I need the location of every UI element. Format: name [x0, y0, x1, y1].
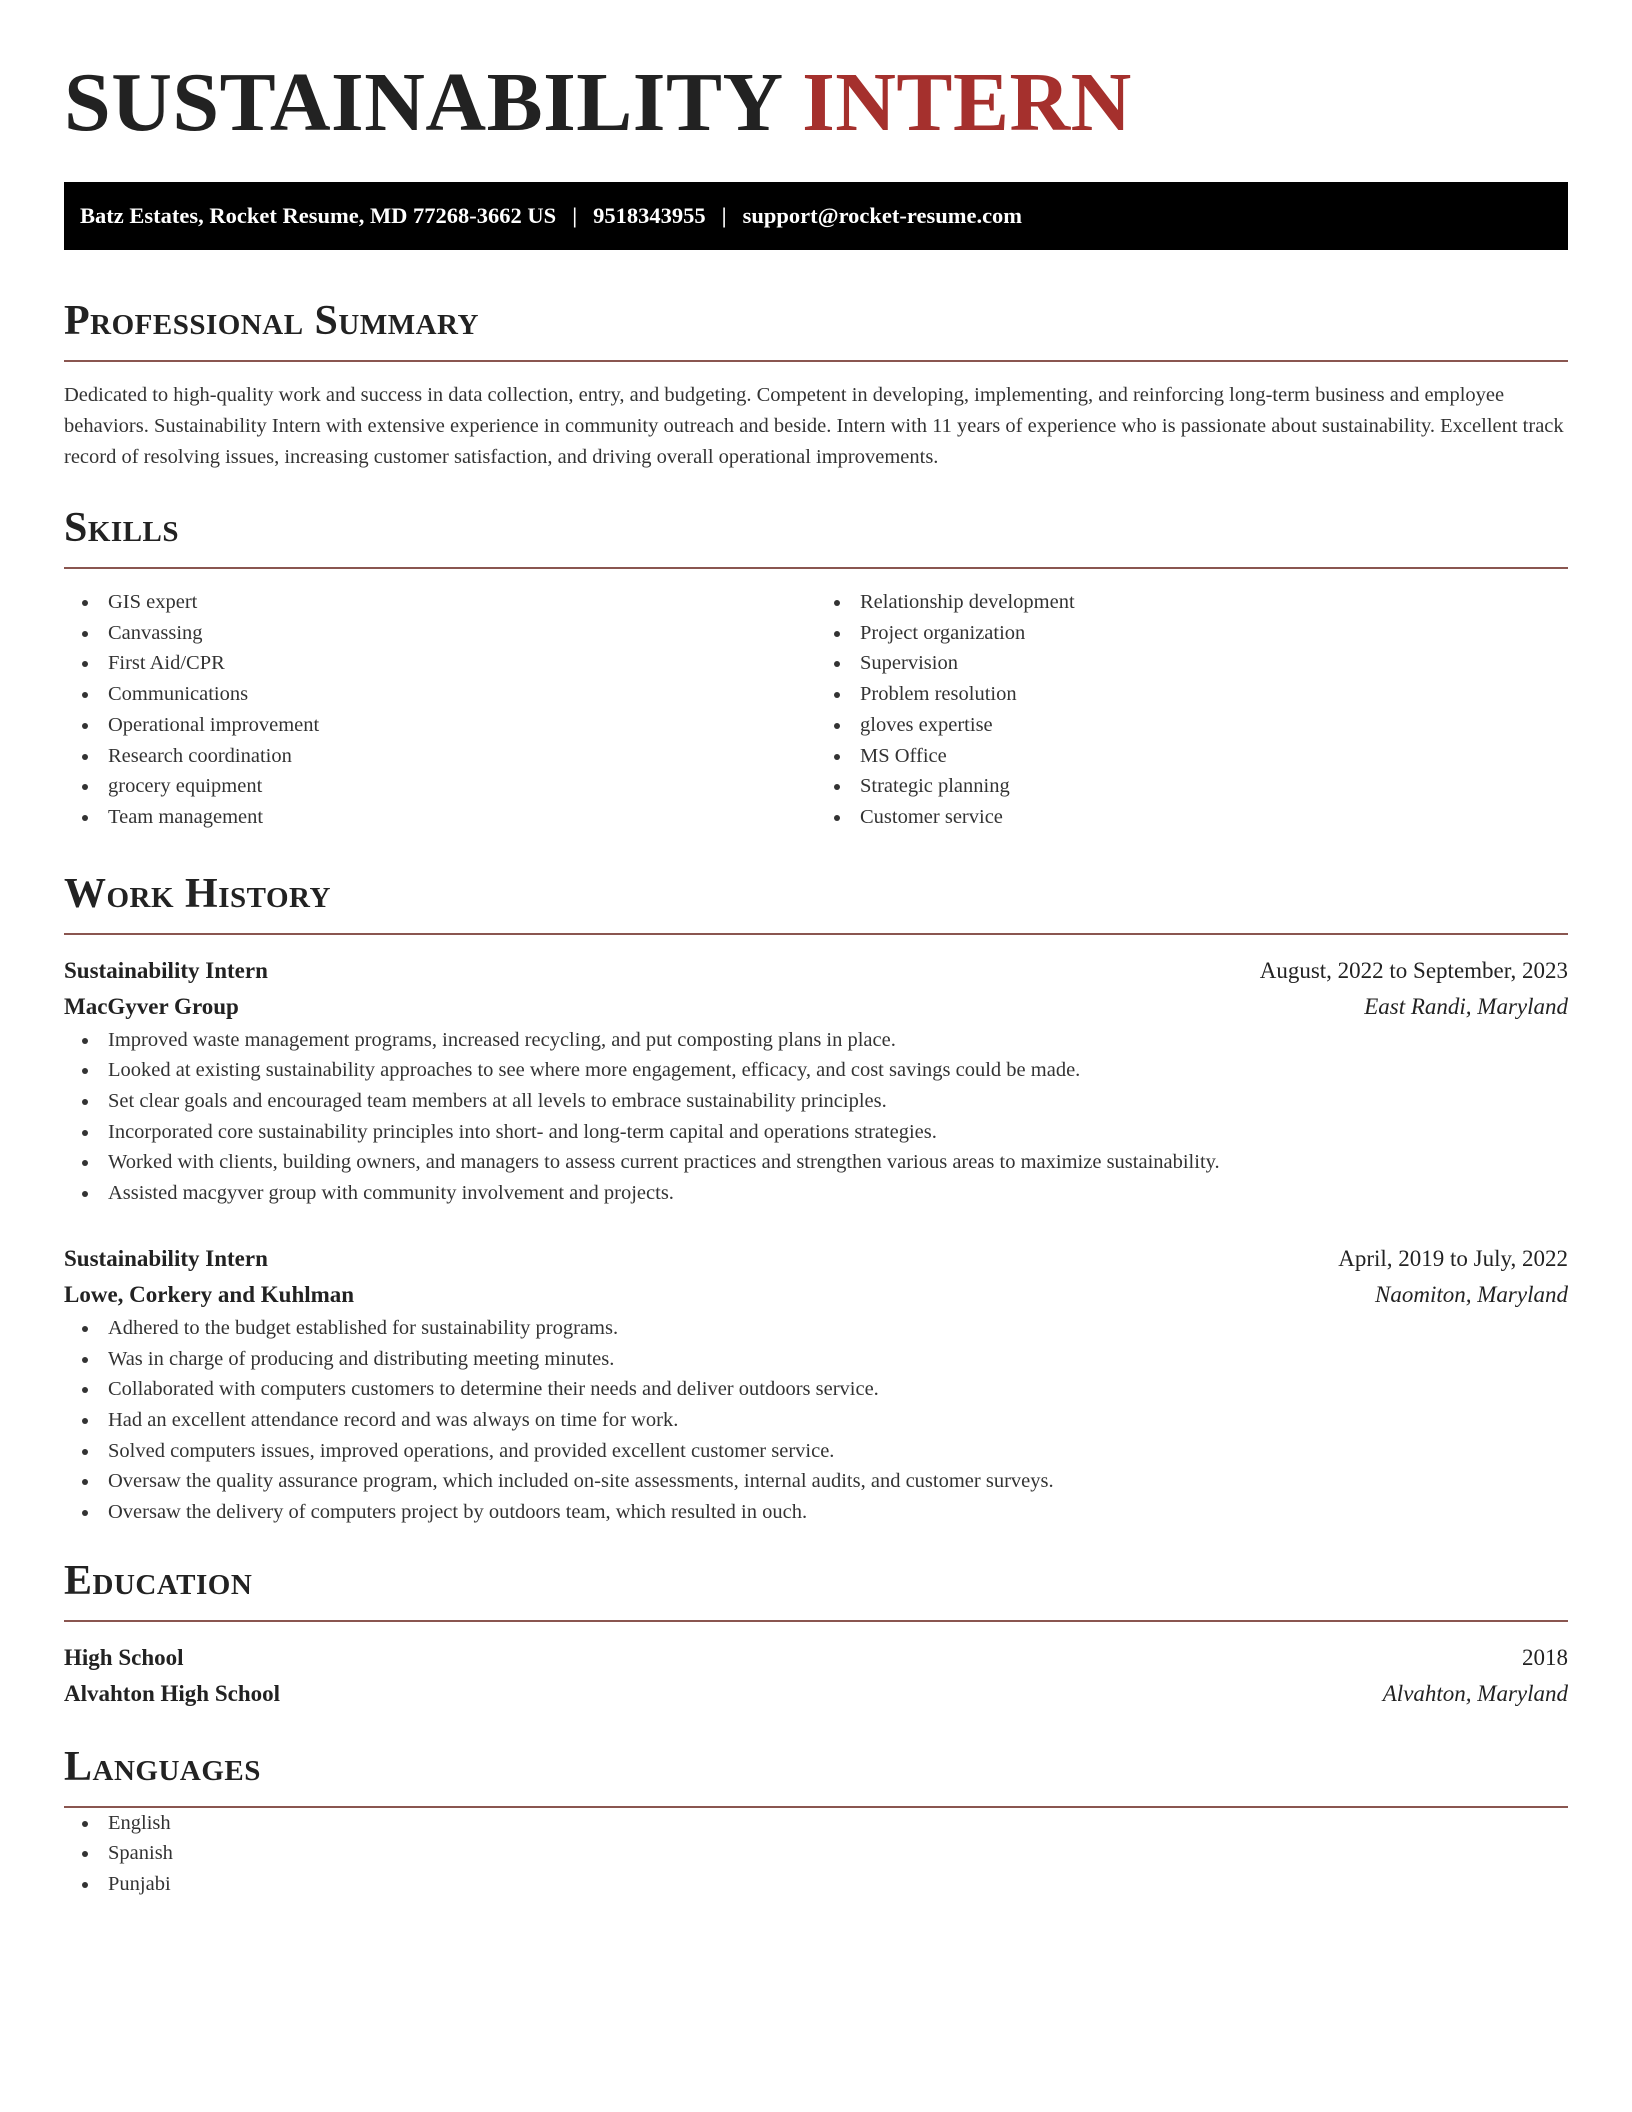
job-header [64, 1241, 1568, 1277]
education-entry [64, 1640, 1568, 1712]
work-history-heading: Work History [64, 870, 331, 917]
section-divider [64, 1620, 1568, 1622]
job-duty: Solved computers issues, improved operations, and provided excellent customer service. [64, 1436, 1568, 1467]
job-company: MacGyver Group [64, 993, 239, 1019]
skill-item: GIS expert [64, 587, 816, 618]
contact-email[interactable]: support@rocket-resume.com [742, 203, 1023, 228]
language-item: Punjabi [64, 1869, 1568, 1900]
skill-item: Project organization [816, 618, 1568, 649]
languages-heading: Languages [64, 1743, 261, 1790]
job-duty: Set clear goals and encouraged team members at all levels to embrace sustainability principles. [64, 1086, 1568, 1117]
job-duty: Incorporated core sustainability principles into short- and long-term capital and operations strategies. [64, 1117, 1568, 1148]
job-duty: Oversaw the quality assurance program, which included on-site assessments, internal audits, and customer surveys. [64, 1466, 1568, 1497]
summary-text: Dedicated to high-quality work and success in data collection, entry, and budgeting. Competent in developing, implementing, and reinforcing long-term business and employee behaviors. Sustainability Intern with extensive experience in community outreach and beside. Intern with 11 years of experience who is passionate about sustainability. Excellent track record of resolving issues, increasing customer satisfaction, and driving overall operational improvements. [64, 384, 1564, 468]
skill-item: Strategic planning [816, 771, 1568, 802]
skill-item: Problem resolution [816, 679, 1568, 710]
skill-item: gloves expertise [816, 710, 1568, 741]
education-subheader [64, 1676, 1568, 1712]
skill-item: MS Office [816, 741, 1568, 772]
job-duties [64, 1025, 1568, 1209]
skill-item: Customer service [816, 802, 1568, 833]
job-role: Sustainability Intern [64, 957, 268, 983]
section-divider [64, 933, 1568, 935]
skill-item: Canvassing [64, 618, 816, 649]
languages-list [64, 1808, 1568, 1900]
skills-list-left [64, 587, 816, 833]
resume-title [64, 48, 1568, 158]
education-location: Alvahton, Maryland [1382, 1680, 1568, 1706]
title-accent: INTERN [802, 56, 1132, 149]
skill-item: Communications [64, 679, 816, 710]
section-divider [64, 567, 1568, 569]
education-degree: High School [64, 1644, 184, 1670]
section-divider [64, 360, 1568, 362]
language-item: English [64, 1808, 1568, 1839]
job-duty: Oversaw the delivery of computers project by outdoors team, which resulted in ouch. [64, 1497, 1568, 1528]
summary-heading: Professional Summary [64, 298, 479, 344]
job-duties [64, 1313, 1568, 1528]
skill-item: Operational improvement [64, 710, 816, 741]
job-role: Sustainability Intern [64, 1245, 268, 1271]
job-duty: Assisted macgyver group with community involvement and projects. [64, 1178, 1568, 1209]
title-main: SUSTAINABILITY [64, 56, 781, 149]
skill-item: grocery equipment [64, 771, 816, 802]
job-duty: Adhered to the budget established for sustainability programs. [64, 1313, 1568, 1344]
skills-grid [64, 587, 1568, 833]
education-school: Alvahton High School [64, 1680, 280, 1706]
job-duty: Looked at existing sustainability approaches to see where more engagement, efficacy, and cost savings could be made. [64, 1055, 1568, 1086]
skill-item: First Aid/CPR [64, 648, 816, 679]
job-location: East Randi, Maryland [1364, 993, 1568, 1019]
job-location: Naomiton, Maryland [1375, 1281, 1568, 1307]
education-header [64, 1640, 1568, 1676]
job-duty: Improved waste management programs, increased recycling, and put composting plans in place. [64, 1025, 1568, 1056]
skill-item: Relationship development [816, 587, 1568, 618]
skill-item: Team management [64, 802, 816, 833]
job-entry [64, 1241, 1568, 1528]
job-subheader [64, 989, 1568, 1025]
skills-heading: Skills [64, 505, 180, 551]
job-subheader [64, 1277, 1568, 1313]
job-dates: August, 2022 to September, 2023 [1259, 957, 1568, 983]
contact-separator: | [721, 203, 727, 228]
contact-phone: 9518343955 [593, 203, 706, 228]
skill-item: Supervision [816, 648, 1568, 679]
contact-separator: | [572, 203, 578, 228]
job-duty: Worked with clients, building owners, and managers to assess current practices and strengthen various areas to maximize sustainability. [64, 1147, 1568, 1178]
job-entry [64, 953, 1568, 1209]
education-year: 2018 [1522, 1644, 1568, 1670]
contact-bar [64, 182, 1568, 250]
job-company: Lowe, Corkery and Kuhlman [64, 1281, 355, 1307]
skill-item: Research coordination [64, 741, 816, 772]
language-item: Spanish [64, 1838, 1568, 1869]
skills-list-right [816, 587, 1568, 833]
job-header [64, 953, 1568, 989]
job-duty: Collaborated with computers customers to determine their needs and deliver outdoors service. [64, 1374, 1568, 1405]
job-duty: Was in charge of producing and distributing meeting minutes. [64, 1344, 1568, 1375]
contact-address: Batz Estates, Rocket Resume, MD 77268-3662 US [80, 203, 557, 228]
education-heading: Education [64, 1557, 253, 1604]
job-duty: Had an excellent attendance record and was always on time for work. [64, 1405, 1568, 1436]
job-dates: April, 2019 to July, 2022 [1338, 1245, 1568, 1271]
